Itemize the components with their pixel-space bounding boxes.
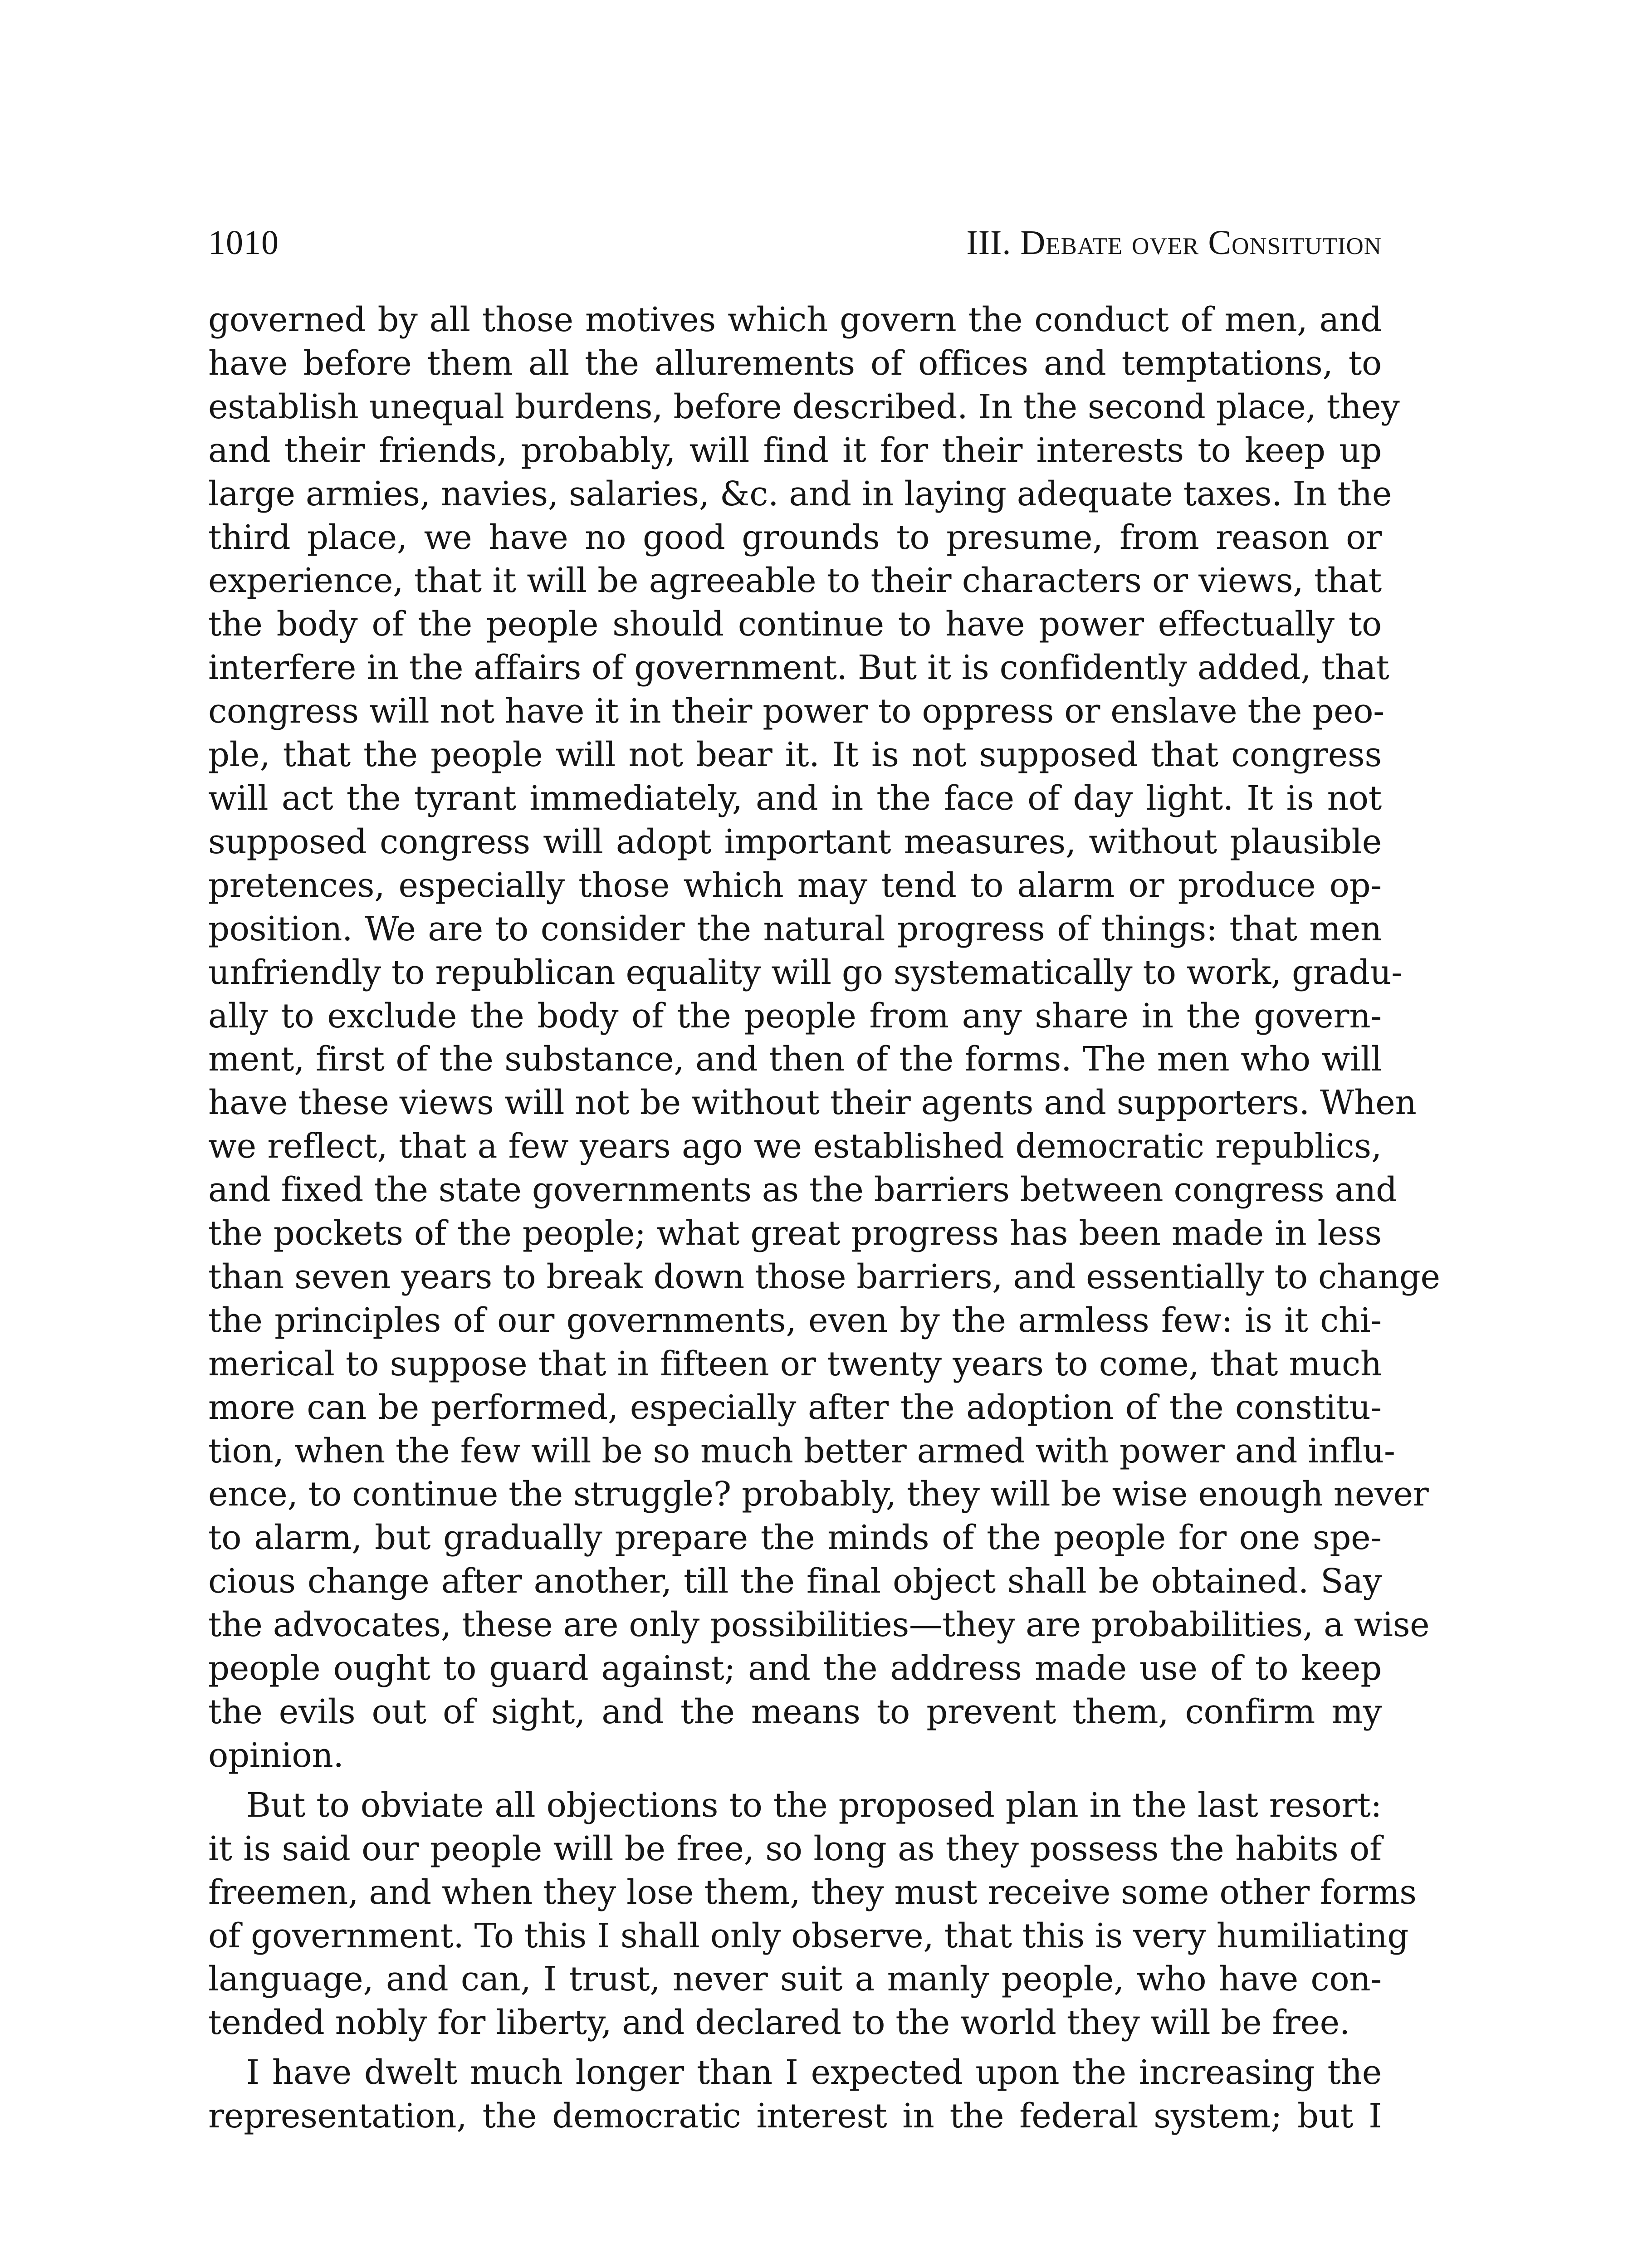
- text-line: interfere in the affairs of government. But it is confidently added, that: [208, 649, 1389, 688]
- text-line: tion, when the few will be so much better armed with power and influ-: [208, 1432, 1395, 1471]
- text-line: position. We are to consider the natural progress of things: that men: [208, 909, 1382, 948]
- text-line: and fixed the state governments as the barriers between congress and: [208, 1171, 1397, 1210]
- text-line: establish unequal burdens, before described. In the second place, they: [208, 387, 1400, 426]
- text-line: to alarm, but gradually prepare the minds of the people for one spe-: [208, 1519, 1382, 1558]
- section-title: III. Debate over Consitution: [966, 224, 1382, 262]
- text-line: have these views will not be without their agents and supporters. When: [208, 1084, 1417, 1123]
- text-line: opinion.: [208, 1736, 344, 1775]
- text-line: of government. To this I shall only observe, that this is very humiliating: [208, 1916, 1409, 1955]
- text-line: more can be performed, especially after the adoption of the constitu-: [208, 1388, 1382, 1427]
- text-line: ple, that the people will not bear it. It is not supposed that congress: [208, 736, 1382, 775]
- text-line: the principles of our governments, even by the armless few: is it chi-: [208, 1301, 1382, 1340]
- text-line: ment, first of the substance, and then of the forms. The men who will: [208, 1040, 1382, 1079]
- paragraph: [208, 2051, 1382, 2138]
- text-line: merical to suppose that in fifteen or twenty years to come, that much: [208, 1344, 1382, 1383]
- text-line: large armies, navies, salaries, &c. and in laying adequate taxes. In the: [208, 474, 1392, 513]
- text-line: we reflect, that a few years ago we established democratic republics,: [208, 1127, 1382, 1166]
- text-line: it is said our people will be free, so long as they possess the habits of: [208, 1829, 1382, 1868]
- text-line: and their friends, probably, will find it for their interests to keep up: [208, 431, 1382, 470]
- text-line: people ought to guard against; and the address made use of to keep: [208, 1649, 1382, 1688]
- main-text: [208, 298, 1440, 2138]
- text-line: congress will not have it in their power to oppress or enslave the peo-: [208, 692, 1384, 731]
- text-line: tended nobly for liberty, and declared to the world they will be free.: [208, 2004, 1350, 2043]
- text-line: the evils out of sight, and the means to prevent them, confirm my: [208, 1693, 1382, 1731]
- text-line: ence, to continue the struggle? probably, they will be wise enough never: [208, 1475, 1429, 1514]
- text-line: the pockets of the people; what great progress has been made in less: [208, 1214, 1382, 1253]
- text-line: have before them all the allurements of offices and temptations, to: [208, 344, 1382, 383]
- text-line: I have dwelt much longer than I expected upon the increasing the: [246, 2053, 1382, 2092]
- text-line: third place, we have no good grounds to presume, from reason or: [208, 518, 1382, 557]
- page-number: 1010: [208, 224, 279, 262]
- text-line: pretences, especially those which may tend to alarm or produce op-: [208, 866, 1382, 905]
- text-line: freemen, and when they lose them, they must receive some other forms: [208, 1873, 1417, 1912]
- text-line: than seven years to break down those barriers, and essentially to change: [208, 1257, 1440, 1296]
- text-line: the body of the people should continue to have power effectually to: [208, 605, 1382, 644]
- running-head: [208, 218, 1382, 268]
- text-line: experience, that it will be agreeable to their characters or views, that: [208, 562, 1382, 601]
- text-line: But to obviate all objections to the proposed plan in the last resort:: [246, 1786, 1382, 1825]
- text-line: cious change after another, till the final object shall be obtained. Say: [208, 1562, 1382, 1601]
- paragraph: [208, 1784, 1417, 2045]
- paragraph: [208, 298, 1440, 1778]
- text-line: representation, the democratic interest in the federal system; but I: [208, 2097, 1382, 2136]
- text-line: supposed congress will adopt important measures, without plausible: [208, 822, 1382, 861]
- text-line: language, and can, I trust, never suit a manly people, who have con-: [208, 1960, 1382, 1999]
- text-line: governed by all those motives which govern the conduct of men, and: [208, 301, 1382, 339]
- text-line: will act the tyrant immediately, and in the face of day light. It is not: [208, 779, 1382, 818]
- text-line: the advocates, these are only possibilities—they are probabilities, a wise: [208, 1606, 1430, 1645]
- text-line: unfriendly to republican equality will go systematically to work, gradu-: [208, 953, 1403, 992]
- text-line: ally to exclude the body of the people from any share in the govern-: [208, 997, 1382, 1036]
